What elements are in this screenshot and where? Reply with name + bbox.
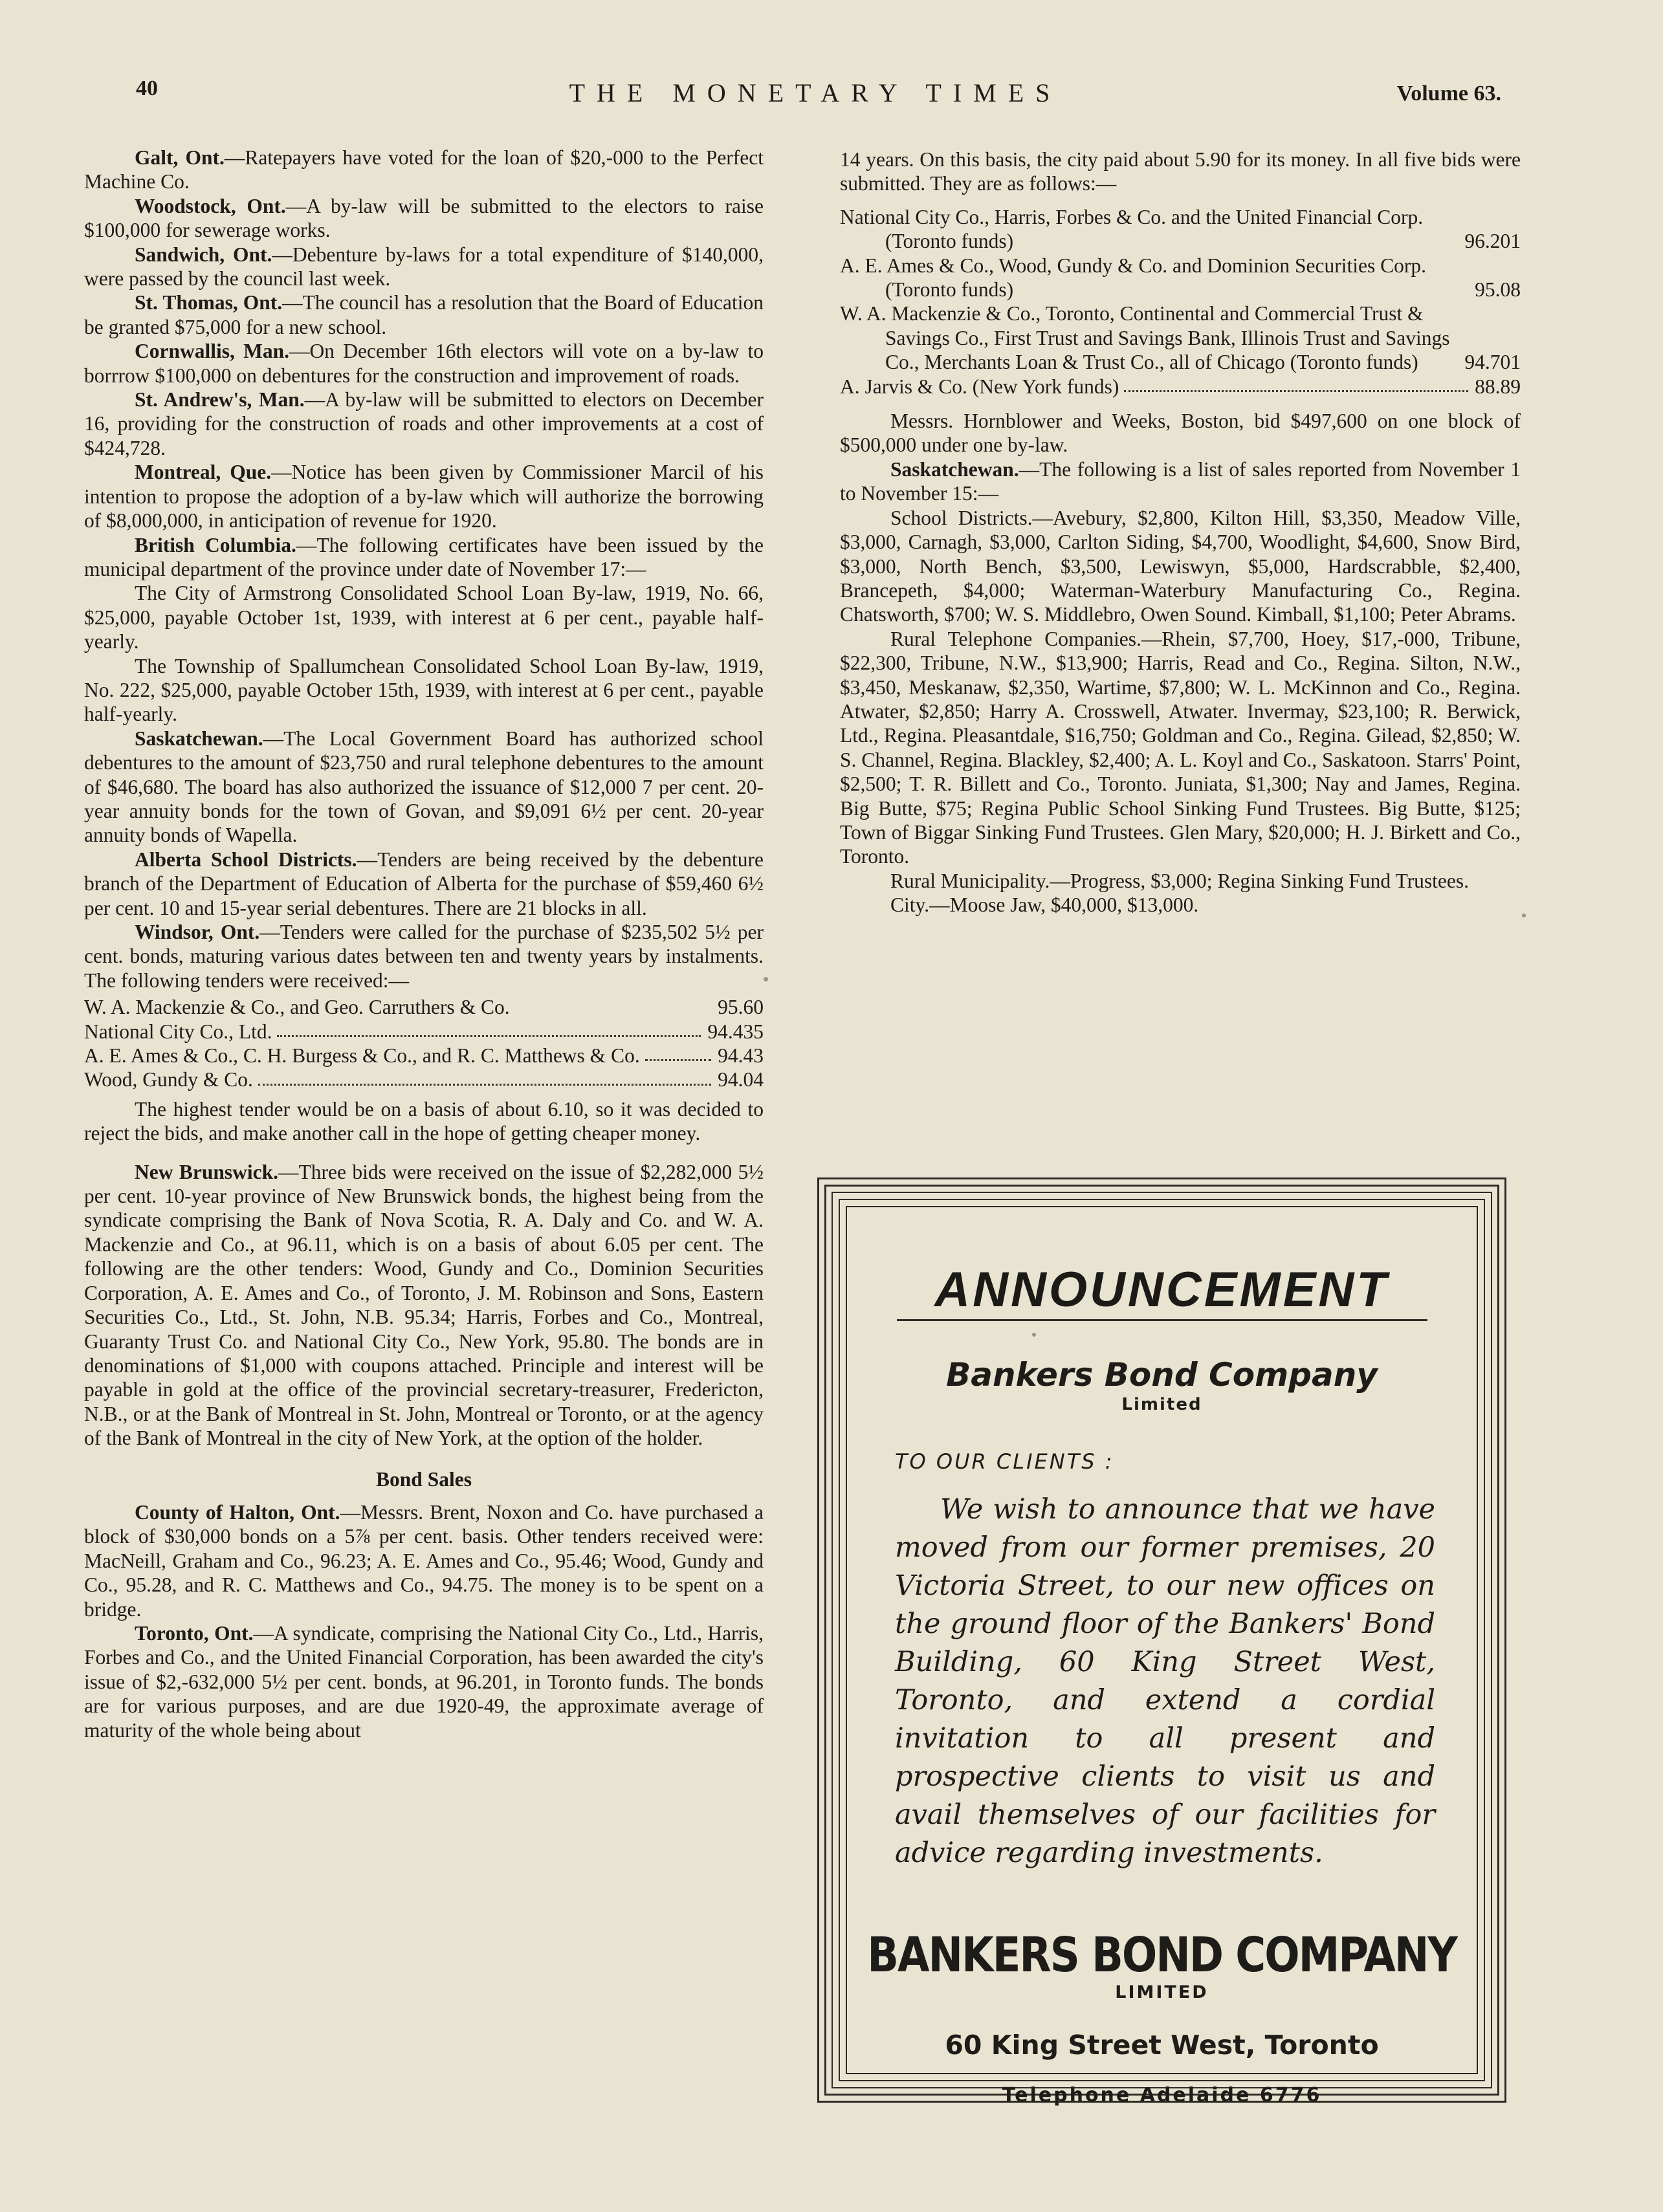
- item-city: City.—Moose Jaw, $40,000, $13,000.: [890, 893, 1199, 917]
- windsor-bid-list: [84, 995, 764, 1092]
- ad-footer-limited: LIMITED: [1115, 1982, 1209, 2002]
- item-windsor: Windsor, Ont.—Tenders were called for the purchase of $235,502 5½ per cent. bonds, maturing various dates between ten and twenty years by instalments. The following tenders were received:—: [84, 921, 764, 992]
- bid-row: A. E. Ames & Co., C. H. Burgess & Co., and R. C. Matthews & Co. 94.43: [84, 1044, 764, 1068]
- item-montreal: Montreal, Que.—Notice has been given by Commissioner Marcil of his intention to propose the adoption of a by-law which will authorize the borrowing of $8,000,000, in anticipation of revenue for 1920.: [84, 461, 764, 532]
- bond-sales-heading: Bond Sales: [376, 1467, 472, 1491]
- paper-spot: [1032, 1333, 1036, 1337]
- toronto-bid-list: [840, 205, 1521, 399]
- item-woodstock: Woodstock, Ont.—A by-law will be submitted to the electors to raise $100,000 for sewerage works.: [84, 194, 764, 242]
- bid-row: Wood, Gundy & Co. 94.04: [84, 1068, 764, 1091]
- item-saskatchewan: Saskatchewan.—The Local Government Board has authorized school debentures to the amount of $23,750 and rural telephone debentures to the amount of $46,680. The board has also authorized the issuance of $12,000 7 per cent. 20-year annuity bonds for the town of Govan, and $9,091 6½ per cent. 20-year annuity bonds of Wapella.: [84, 727, 764, 847]
- item-rural-municipality: Rural Municipality.—Progress, $3,000; Regina Sinking Fund Trustees.: [890, 869, 1469, 892]
- item-british-columbia: British Columbia.—The following certificates have been issued by the municipal department of the province under date of November 17:—: [84, 533, 764, 580]
- ad-salutation: TO OUR CLIENTS :: [895, 1449, 1114, 1474]
- item-new-brunswick: New Brunswick.—Three bids were received on the issue of $2,282,000 5½ per cent. 10-year province of New Brunswick bonds, the highest being from the syndicate comprising the Bank of Nova Scotia, R. A. Daly and Co. and W. A. Mackenzie and Co., at 96.11, which is on a basis of about 6.05 per cent. The following are the other tenders: Wood, Gundy and Co., Dominion Securities Corporation, A. E. Ames and Co., of Toronto, J. M. Robinson and Sons, Eastern Securities Co., Ltd., St. John, N.B. 95.34; Harris, Forbes and Co., Montreal, Guaranty Trust Co. and National City Co., New York, 95.80. The bonds are in denominations of $1,000 with coupons attached. Principle and interest will be payable in gold at the office of the provincial secretary-treasurer, Fredericton, N.B., or at the Bank of Montreal in St. John, Montreal or Toronto, or at the agency of the Bank of Montreal in the city of New York, at the option of the holder.: [84, 1160, 764, 1450]
- ad-headline: ANNOUNCEMENT: [934, 1262, 1389, 1317]
- item-st-thomas: St. Thomas, Ont.—The council has a resolution that the Board of Education be granted $75,000 for a new school.: [84, 291, 764, 338]
- bid-row: A. E. Ames & Co., Wood, Gundy & Co. and Dominion Securities Corp. (Toronto funds) 95.08: [840, 254, 1521, 301]
- item-spallumcheen: The Township of Spallumchean Consolidated School Loan By-law, 1919, No. 222, $25,000, payable October 15th, 1939, with interest at 6 per cent., payable half-yearly.: [84, 654, 764, 726]
- item-armstrong: The City of Armstrong Consolidated School Loan By-law, 1919, No. 66, $25,000, payable October 1st, 1939, with interest at 6 per cent., payable half-yearly.: [84, 582, 764, 653]
- item-toronto: Toronto, Ont.—A syndicate, comprising the National City Co., Ltd., Harris, Forbes and Co., and the United Financial Corporation, has been awarded the city's issue of $2,-632,000 5½ per cent. bonds, at 96.201, in Toronto funds. The bonds are for various purposes, and are due 1920-49, the approximate average of maturity of the whole being about: [84, 1621, 764, 1742]
- bid-row: National City Co., Ltd. 94.435: [84, 1020, 764, 1043]
- ad-company-limited: Limited: [1121, 1395, 1202, 1414]
- item-saskatchewan-sales: Saskatchewan.—The following is a list of sales reported from November 1 to November 15:—: [840, 457, 1521, 505]
- volume-label: Volume 63.: [1396, 82, 1501, 105]
- ad-company-name: Bankers Bond Company: [946, 1356, 1378, 1394]
- item-hornblower: Messrs. Hornblower and Weeks, Boston, bid $497,600 on one block of $500,000 under one by-law.: [840, 410, 1521, 457]
- ad-footer-company: BANKERS BOND COMPANY: [867, 1928, 1457, 1984]
- left-column: [84, 146, 764, 1742]
- item-halton: County of Halton, Ont.—Messrs. Brent, Noxon and Co. have purchased a block of $30,000 bonds on a 5⅞ per cent. basis. Other tenders received were: MacNeill, Graham and Co., 96.23; A. E. Ames and Co., 95.46; Wood, Gundy and Co., 95.28, and R. C. Matthews and Co., 94.75. The money is to be spent on a bridge.: [84, 1500, 764, 1621]
- bid-row: W. A. Mackenzie & Co., Toronto, Continental and Commercial Trust & Savings Co., First Trust and Savings Bank, Illinois Trust and Savings Co., Merchants Loan & Trust Co., all of Chicago (Toronto funds) 94.701: [840, 302, 1521, 374]
- ad-content: [863, 1223, 1461, 2107]
- ad-telephone: Telephone Adelaide 6776: [1002, 2084, 1322, 2107]
- ad-message: We wish to announce that we have moved from our former premises, 20 Victoria Street, to our new offices on the ground floor of the Bankers' Bond Building, 60 King Street West, Toronto, and extend a cordial invitation to all present and prospective clients to visit us and avail themselves of our facilities for advice regarding investments.: [895, 1493, 1435, 1869]
- bid-row: National City Co., Harris, Forbes & Co. and the United Financial Corp. (Toronto funds) 96.201: [840, 205, 1521, 253]
- item-cornwallis: Cornwallis, Man.—On December 16th electors will vote on a by-law to borrrow $100,000 on debentures for the construction and improvement of roads.: [84, 340, 764, 387]
- item-alberta: Alberta School Districts.—Tenders are being received by the debenture branch of the Department of Education of Alberta for the purchase of $59,460 6½ per cent. 10 and 15-year serial debentures. There are 21 blocks in all.: [84, 848, 764, 919]
- item-school-districts: School Districts.—Avebury, $2,800, Kilton Hill, $3,350, Meadow Ville, $3,000, Carnagh, $3,000, Carlton Siding, $4,700, Woodlight, $4,600, Snow Bird, $3,000, North Bench, $3,500, Lewiswyn, $5,000, Hardscrabble, $2,400, Brancepeth, $4,000; Waterman-Waterbury Manufacturing Co., Regina. Chatsworth, $700; W. S. Middlebro, Owen Sound. Kimball, $1,100; Peter Abrams.: [840, 506, 1521, 626]
- right-column: [840, 148, 1521, 917]
- item-galt: Galt, Ont.—Ratepayers have voted for the loan of $20,-000 to the Perfect Machine Co.: [84, 146, 764, 193]
- item-sandwich: Sandwich, Ont.—Debenture by-laws for a total expenditure of $140,000, were passed by the council last week.: [84, 243, 764, 290]
- bid-row: A. Jarvis & Co. (New York funds) 88.89: [840, 375, 1521, 398]
- item-toronto-continued: 14 years. On this basis, the city paid about 5.90 for its money. In all five bids were submitted. They are as follows:—: [840, 148, 1521, 195]
- publication-title: THE MONETARY TIMES: [569, 78, 1062, 107]
- item-rural-telephone: Rural Telephone Companies.—Rhein, $7,700, Hoey, $17,-000, Tribune, $22,300, Tribune, N.W., $13,900; Harris, Read and Co., Regina. Silton, N.W., $3,450, Meskanaw, $2,350, Wartime, $7,800; W. L. McKinnon and Co., Regina. Atwater, $2,850; Harry A. Crosswell, Atwater. Invermay, $23,100; R. Berwick, Ltd., Regina. Pleasantdale, $16,750; Goldman and Co., Regina. Gilead, $2,850; W. S. Channel, Regina. Blackley, $2,400; A. L. Koyl and Co., Saskatoon. Starrs' Point, $2,500; T. R. Billett and Co., Toronto. Juniata, $1,300; Nay and James, Regina. Big Butte, $75; Regina Public School Sinking Fund Trustees. Big Butte, $125; Town of Biggar Sinking Fund Trustees. Glen Mary, $20,000; H. J. Birkett and Co., Toronto.: [840, 627, 1521, 868]
- item-st-andrews: St. Andrew's, Man.—A by-law will be submitted to electors on December 16, providing for the construction of roads and other improvements at a cost of $424,728.: [84, 388, 764, 459]
- bankers-bond-advertisement: [817, 1177, 1506, 2107]
- item-windsor-result: The highest tender would be on a basis of about 6.10, so it was decided to reject the bids, and make another call in the hope of getting cheaper money.: [84, 1097, 764, 1145]
- paper-spot: [1522, 914, 1526, 917]
- page-number: 40: [136, 76, 158, 100]
- bid-row: W. A. Mackenzie & Co., and Geo. Carruthers & Co. 95.60: [84, 996, 764, 1019]
- ad-address: 60 King Street West, Toronto: [945, 2030, 1379, 2061]
- paper-spot: [764, 977, 768, 981]
- page-header: [129, 76, 1501, 115]
- ad-headline-rule: [897, 1319, 1427, 1321]
